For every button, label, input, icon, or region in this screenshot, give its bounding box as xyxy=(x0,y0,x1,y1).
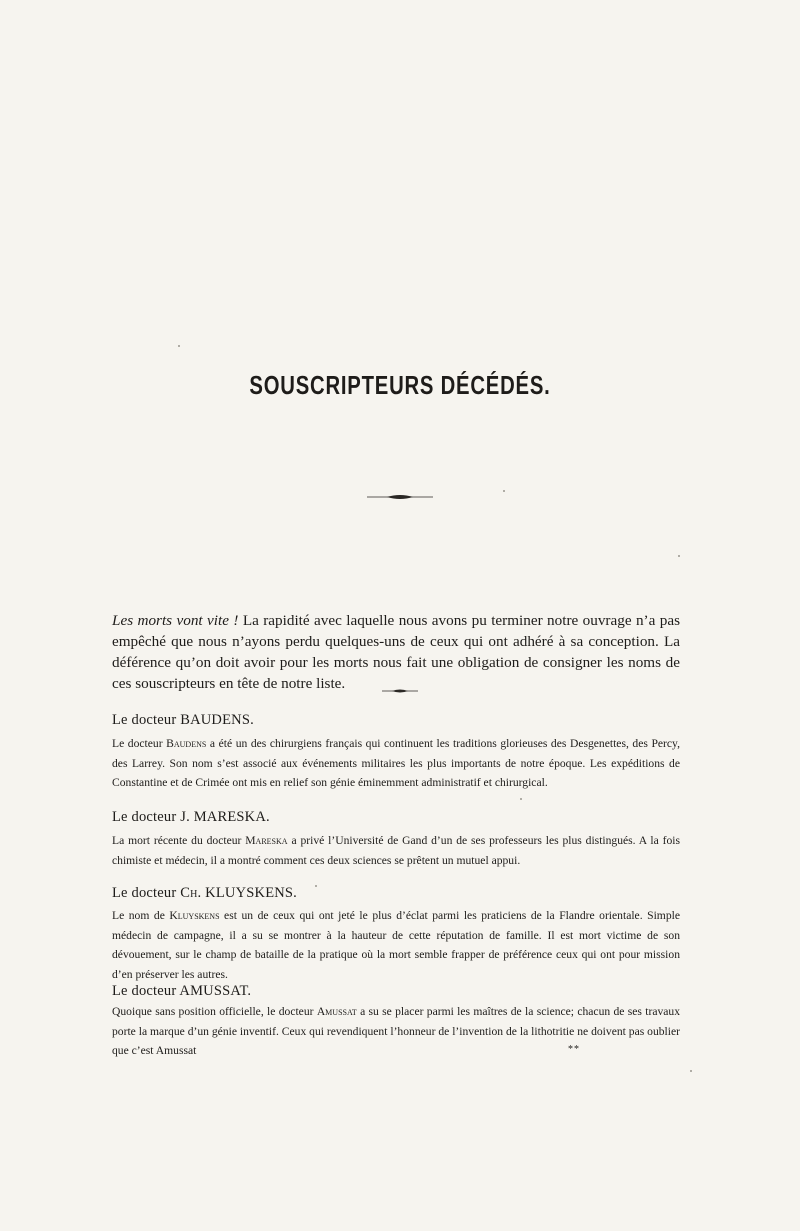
section-heading-mareska: Le docteur J. MARESKA. xyxy=(112,809,270,825)
heading-text: Le docteur xyxy=(112,885,181,901)
body-text: Quoique sans position officielle, le docteur xyxy=(112,1005,317,1018)
intro-lead: Les morts vont vite ! xyxy=(112,612,239,629)
paper-speck xyxy=(520,798,522,800)
signature-mark: ** xyxy=(568,1044,580,1055)
paper-speck xyxy=(678,555,680,557)
section-body-mareska xyxy=(112,831,680,870)
section-body-amussat xyxy=(112,1002,680,1061)
body-text: Le nom de xyxy=(112,909,170,922)
page-title: SOUSCRIPTEURS DÉCÉDÉS. xyxy=(249,370,551,400)
intro-text: La rapidité avec laquelle nous avons pu terminer notre ouvrage n’a pas empêché que nous n’ayons perdu quelques-uns de ceux qui ont adhéré à sa conception. La déférence qu’on doit avoir pour les morts nous fait une obligation de consigner les noms de ces souscripteurs en tête de notre liste. xyxy=(112,612,680,692)
section-heading-amussat: Le docteur AMUSSAT. xyxy=(112,983,252,999)
body-text: a été un des chirurgiens français qui continuent les traditions glorieuses des Desgenettes, des Percy, des Larrey. Son nom s’est associé aux événements militaires les plus importants de notre époque. Les expéditions de Constantine et de Crimée ont mis en relief son génie éminemment administratif et chirurgical. xyxy=(112,737,680,789)
paper-speck xyxy=(690,1070,692,1072)
person-name: Mareska xyxy=(245,834,288,847)
body-text: Le docteur xyxy=(112,737,167,750)
intro-paragraph xyxy=(112,610,680,694)
ornament-divider xyxy=(0,492,800,502)
heading-initial: Ch. xyxy=(180,885,202,901)
section-heading-baudens: Le docteur BAUDENS. xyxy=(112,712,254,728)
body-text: La mort récente du docteur xyxy=(112,834,246,847)
ornament-divider-small xyxy=(0,686,800,696)
body-text: a su se placer parmi les maîtres de la science; chacun de ses travaux porte la marque d’un génie inventif. Ceux qui revendiquent l’honneur de l’invention de la lithotritie ne doivent pas oublier que c’est Amussat xyxy=(112,1005,680,1057)
person-name: Kluyskens xyxy=(169,909,220,922)
paper-speck xyxy=(315,885,317,887)
body-text: est un de ceux qui ont jeté le plus d’éclat parmi les praticiens de la Flandre orientale. Simple médecin de campagne, il a su se montrer à la hauteur de cette réputation de famille. Il est mort victime de son dévouement, sur le champ de bataille de la pratique où la mort semble frapper de préférence ceux qui ont pour mission d’en préserver les autres. xyxy=(112,909,680,981)
body-text: a privé l’Université de Gand d’un de ses professeurs les plus distingués. A la fois chimiste et médecin, il a montré comment ces deux sciences se prêtent un mutuel appui. xyxy=(112,834,681,867)
paper-speck xyxy=(178,345,180,347)
person-name: Amussat xyxy=(316,1005,357,1018)
paper-speck xyxy=(503,490,505,492)
section-body-kluyskens xyxy=(112,906,680,984)
heading-text: KLUYSKENS. xyxy=(201,885,298,901)
section-heading-kluyskens xyxy=(112,885,297,902)
person-name: Baudens xyxy=(166,737,207,750)
section-body-baudens xyxy=(112,734,680,793)
